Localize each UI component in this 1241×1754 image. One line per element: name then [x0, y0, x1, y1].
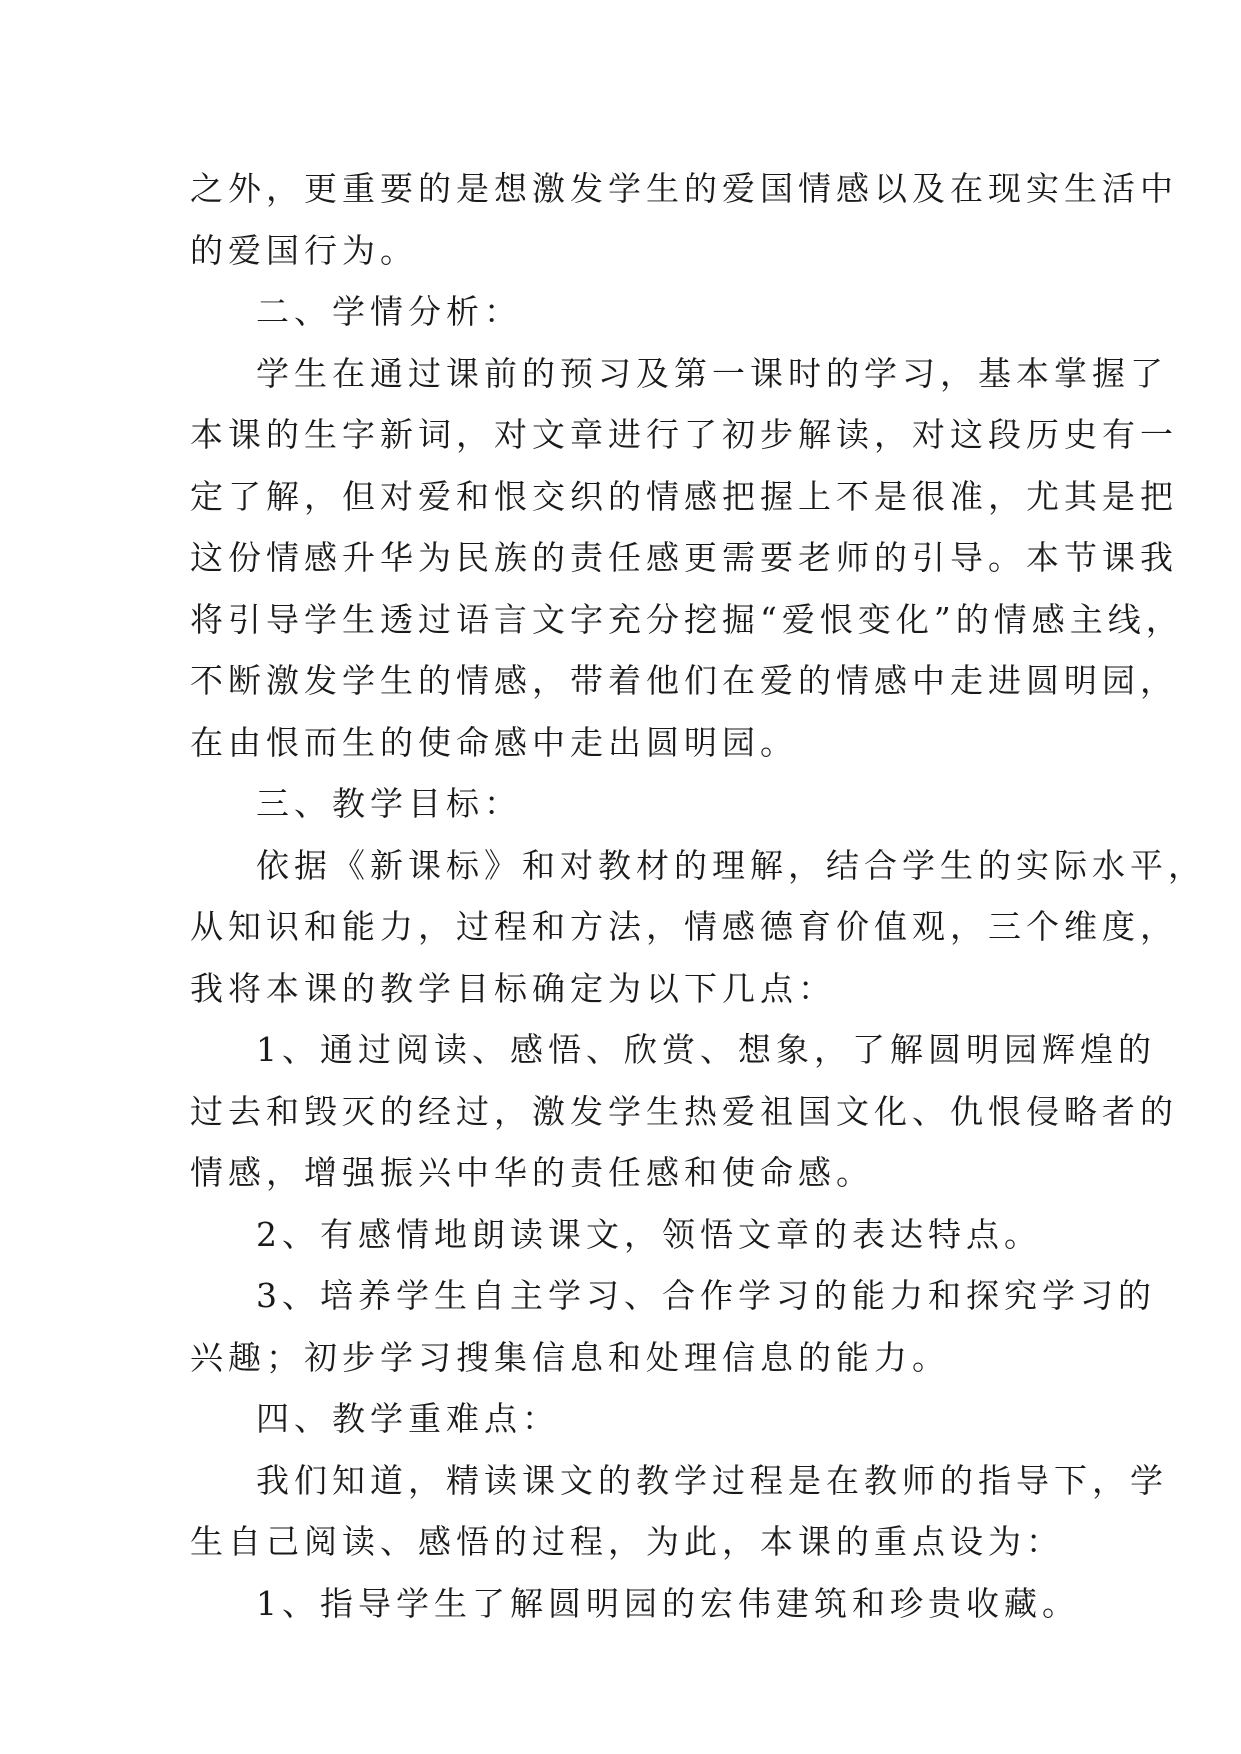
list-item: 1、指导学生了解圆明园的宏伟建筑和珍贵收藏。: [256, 1583, 1080, 1623]
text-line: 不断激发学生的情感，带着他们在爱的情感中走进圆明园，: [190, 661, 1178, 700]
document-body: [190, 158, 1206, 1634]
text-line: 情感，增强振兴中华的责任感和使命感。: [190, 1153, 874, 1192]
text-line: 依据《新课标》和对教材的理解，结合学生的实际水平，: [256, 845, 1206, 885]
text-line: 我们知道，精读课文的教学过程是在教师的指导下，学: [256, 1460, 1168, 1500]
section-heading: 三、教学目标：: [256, 784, 522, 823]
text-line: 定了解，但对爱和恨交织的情感把握上不是很准，尤其是把: [190, 476, 1178, 516]
text-line: 这份情感升华为民族的责任感更需要老师的引导。本节课我: [190, 538, 1178, 577]
text-line: 之外，更重要的是想激发学生的爱国情感以及在现实生活中: [190, 169, 1178, 208]
text-line: 生自己阅读、感悟的过程，为此，本课的重点设为：: [190, 1522, 1064, 1561]
list-item: 1、通过阅读、感悟、欣赏、想象，了解圆明园辉煌的: [256, 1030, 1156, 1069]
list-item: 2、有感情地朗读课文，领悟文章的表达特点。: [256, 1214, 1042, 1254]
text-line: 将引导学生透过语言文字充分挖掘“爱恨变化”的情感主线，: [190, 599, 1184, 639]
text-line: 在由恨而生的使命感中走出圆明园。: [190, 722, 798, 762]
text-line: 我将本课的教学目标确定为以下几点：: [190, 968, 836, 1008]
text-line: 从知识和能力，过程和方法，情感德育价值观，三个维度，: [190, 907, 1178, 946]
list-item: 3、培养学生自主学习、合作学习的能力和探究学习的: [256, 1276, 1156, 1315]
text-line: 本课的生字新词，对文章进行了初步解读，对这段历史有一: [190, 415, 1178, 454]
section-heading: 二、学情分析：: [256, 292, 522, 331]
text-line: 的爱国行为。: [190, 230, 418, 270]
text-line: 兴趣；初步学习搜集信息和处理信息的能力。: [190, 1337, 950, 1377]
text-line: 学生在通过课前的预习及第一课时的学习，基本掌握了: [256, 353, 1168, 393]
text-line: 过去和毁灭的经过，激发学生热爱祖国文化、仇恨侵略者的: [190, 1091, 1178, 1131]
section-heading: 四、教学重难点：: [256, 1399, 560, 1438]
